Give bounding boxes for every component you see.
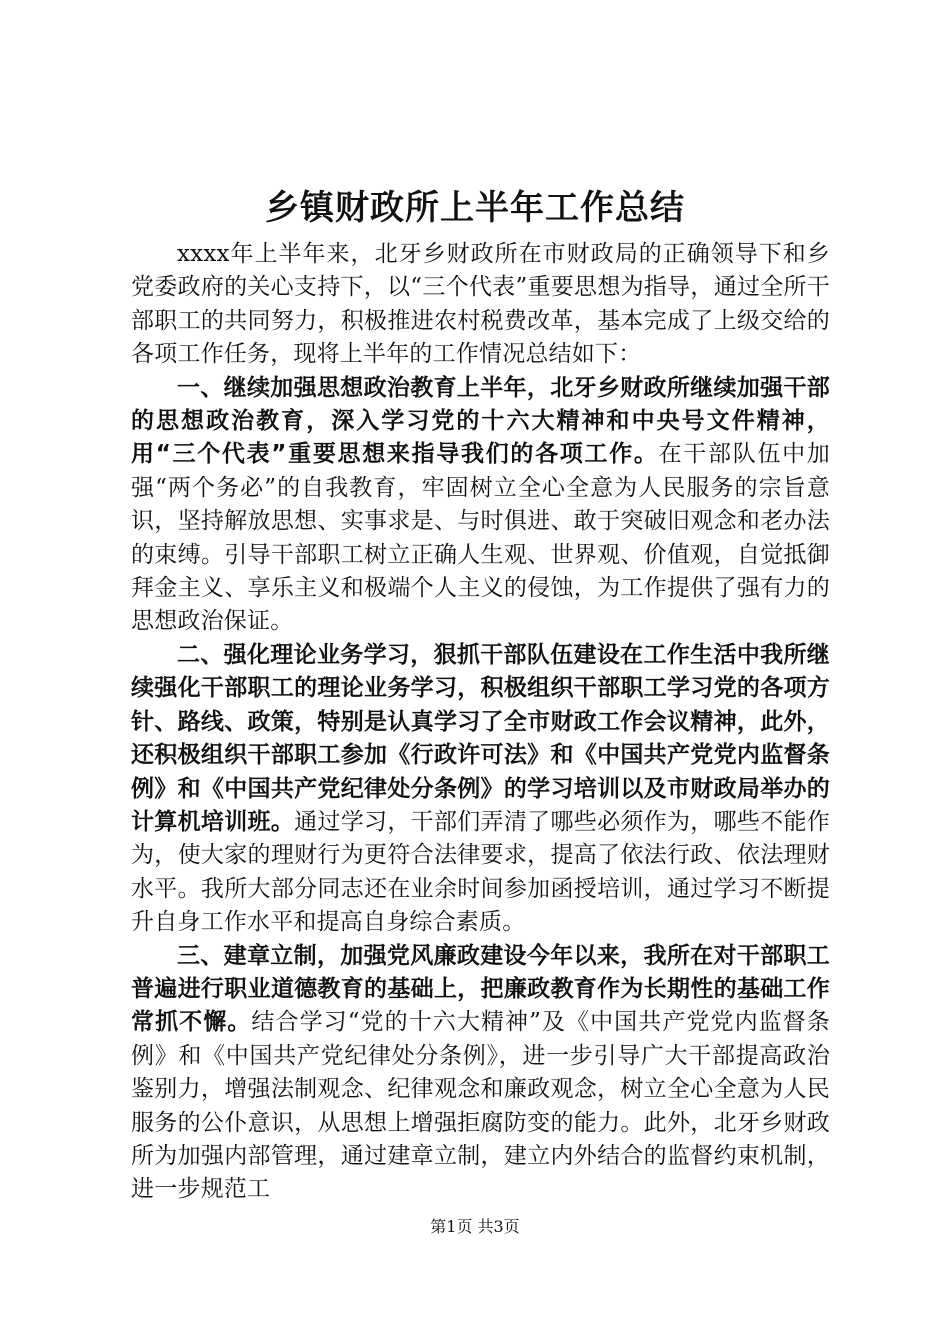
paragraph-section-3 [131,940,830,1207]
paragraph-section-1 [131,372,830,639]
section-heading: 一、继续加强思想政治教育上半年，北牙乡财政所继续加强干部的思想政治教育，深入学习党的十六大精神和中央号文件精神，用“三个代表”重要思想来指导我们的各项工作。 [131,374,830,468]
paragraph-text: xxxx年上半年来，北牙乡财政所在市财政局的正确领导下和乡党委政府的关心支持下，以“三个代表”重要思想为指导，通过全所干部职工的共同努力，积极推进农村税费改革，基本完成了上级交给的各项工作任务，现将上半年的工作情况总结如下： [131,241,830,368]
paragraph-text: 结合学习“党的十六大精神”及《中国共产党党内监督条例》和《中国共产党纪律处分条例》，进一步引导广大干部提高政治鉴别力，增强法制观念、纪律观念和廉政观念，树立全心全意为人民服务的公仆意识，从思想上增强拒腐防变的能力。此外，北牙乡财政所为加强内部管理，通过建章立制，建立内外结合的监督约束机制，进一步规范工 [131,1009,831,1203]
page-number: 第1页 共3页 [430,1217,520,1236]
document-body [131,238,830,1207]
paragraph-text: 在干部队伍中加强“两个务必”的自我教育，牢固树立全心全意为人民服务的宗旨意识，坚持解放思想、实事求是、与时俱进、敢于突破旧观念和老办法的束缚。引导干部职工树立正确人生观、世界观、价值观，自觉抵御拜金主义、享乐主义和极端个人主义的侵蚀，为工作提供了强有力的思想政治保证。 [131,441,830,635]
document-title: 乡镇财政所上半年工作总结 [265,188,685,228]
section-heading: 二、强化理论业务学习，狠抓干部队伍建设在工作生活中我所继续强化干部职工的理论业务学习，积极组织干部职工学习党的各项方针、路线、政策，特别是认真学习了全市财政工作会议精神，此外，还积极组织干部职工参加《行政许可法》和《中国共产党党内监督条例》和《中国共产党纪律处分条例》的学习培训以及市财政局举办的计算机培训班。 [131,641,830,835]
paragraph-intro [131,238,830,372]
paragraph-section-2 [131,639,830,940]
section-heading: 三、建章立制，加强党风廉政建设今年以来，我所在对干部职工普遍进行职业道德教育的基础上，把廉政教育作为长期性的基础工作常抓不懈。 [131,942,830,1036]
paragraph-text: 通过学习，干部们弄清了哪些必须作为，哪些不能作为，使大家的理财行为更符合法律要求，提高了依法行政、依法理财水平。我所大部分同志还在业余时间参加函授培训，通过学习不断提升自身工作水平和提高自身综合素质。 [131,808,830,936]
